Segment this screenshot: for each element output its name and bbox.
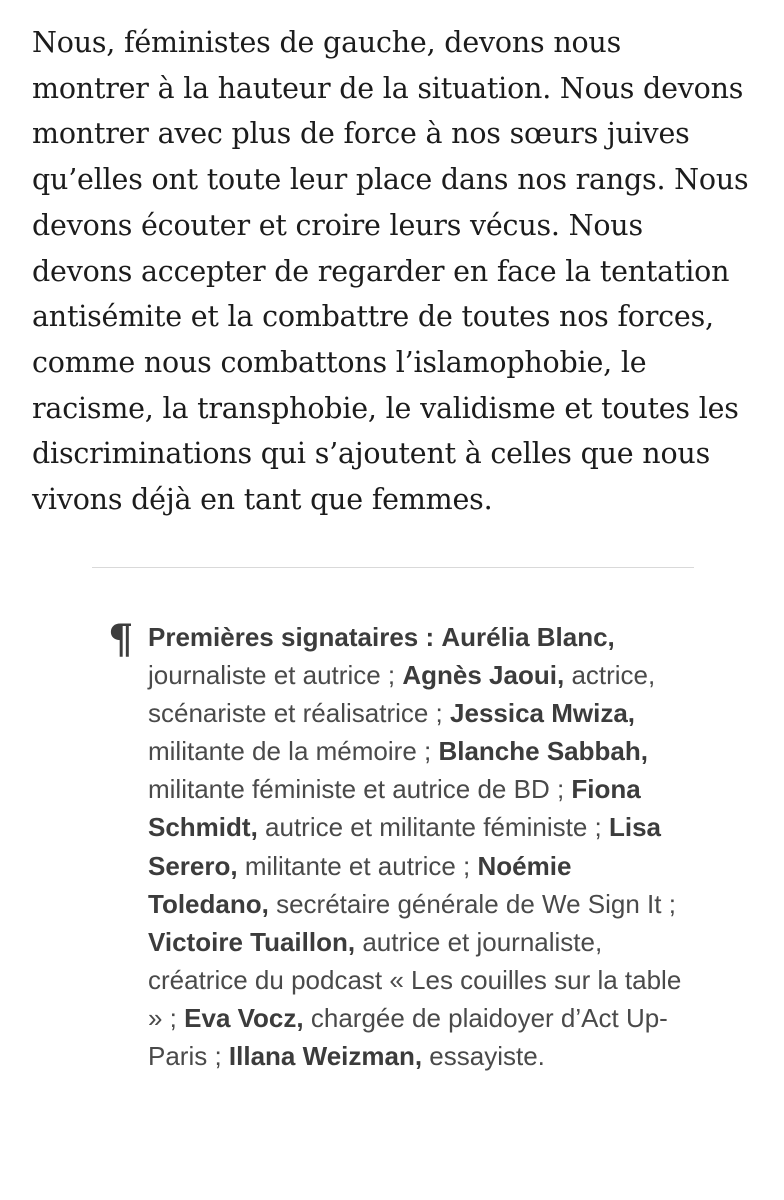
signatory-role: militante et autrice ; <box>244 850 471 881</box>
signatory-role: militante de la mémoire ; <box>148 736 432 767</box>
signatories-intro: Premières signataires : <box>148 622 435 652</box>
signatory-name: Lisa Serero, <box>148 812 661 881</box>
signatory-role: autrice et journaliste, créatrice du podcast « Les couilles sur la table » ; <box>148 926 682 1033</box>
signatory-name: Illana Weizman, <box>228 1041 423 1072</box>
paragraph-line: comme nous combattons l’islamophobie, le <box>32 345 647 379</box>
signatory-role: journaliste et autrice ; <box>148 660 396 691</box>
signatory-name: Agnès Jaoui, <box>402 660 565 691</box>
paragraph-line: antisémite et la combattre de toutes nos forces, <box>32 300 714 334</box>
signatory-name: Blanche Sabbah, <box>438 736 648 767</box>
pilcrow-icon: ¶ <box>108 616 134 663</box>
signatory-role: actrice, scénariste et réalisatrice ; <box>148 660 656 729</box>
signatory-name: Noémie Toledano, <box>148 850 572 919</box>
paragraph-line: Nous, féministes de gauche, devons nous <box>32 26 622 59</box>
paragraph-line: montrer avec plus de force à nos sœurs juives <box>32 117 690 151</box>
paragraph-line: devons accepter de regarder en face la tentation <box>32 254 730 288</box>
signatory-name: Jessica Mwiza, <box>450 698 636 729</box>
signatory-role: autrice et militante féministe ; <box>265 812 602 843</box>
paragraph-line: qu’elles ont toute leur place dans nos rangs. Nous <box>32 163 749 197</box>
signatory-name: Fiona Schmidt, <box>148 774 641 843</box>
signatory-role: secrétaire générale de We Sign It ; <box>276 888 676 919</box>
signatory-role: chargée de plaidoyer d’Act Up-Paris ; <box>148 1002 668 1072</box>
signatories-block <box>148 618 683 1075</box>
section-divider <box>92 567 694 568</box>
signatory-name: Aurélia Blanc, <box>441 622 615 652</box>
signatory-name: Victoire Tuaillon, <box>148 926 356 957</box>
signatory-role: militante féministe et autrice de BD ; <box>148 774 565 805</box>
paragraph-line: montrer à la hauteur de la situation. Nous devons <box>32 71 744 105</box>
paragraph-line: discriminations qui s’ajoutent à celles que nous <box>32 437 711 471</box>
paragraph-line: racisme, la transphobie, le validisme et toutes les <box>32 391 739 425</box>
paragraph-line: devons écouter et croire leurs vécus. Nous <box>32 208 643 242</box>
signatory-name: Eva Vocz, <box>184 1002 304 1033</box>
article-paragraph <box>32 20 762 523</box>
paragraph-line: vivons déjà en tant que femmes. <box>32 483 493 517</box>
signatory-role: essayiste. <box>429 1041 545 1072</box>
